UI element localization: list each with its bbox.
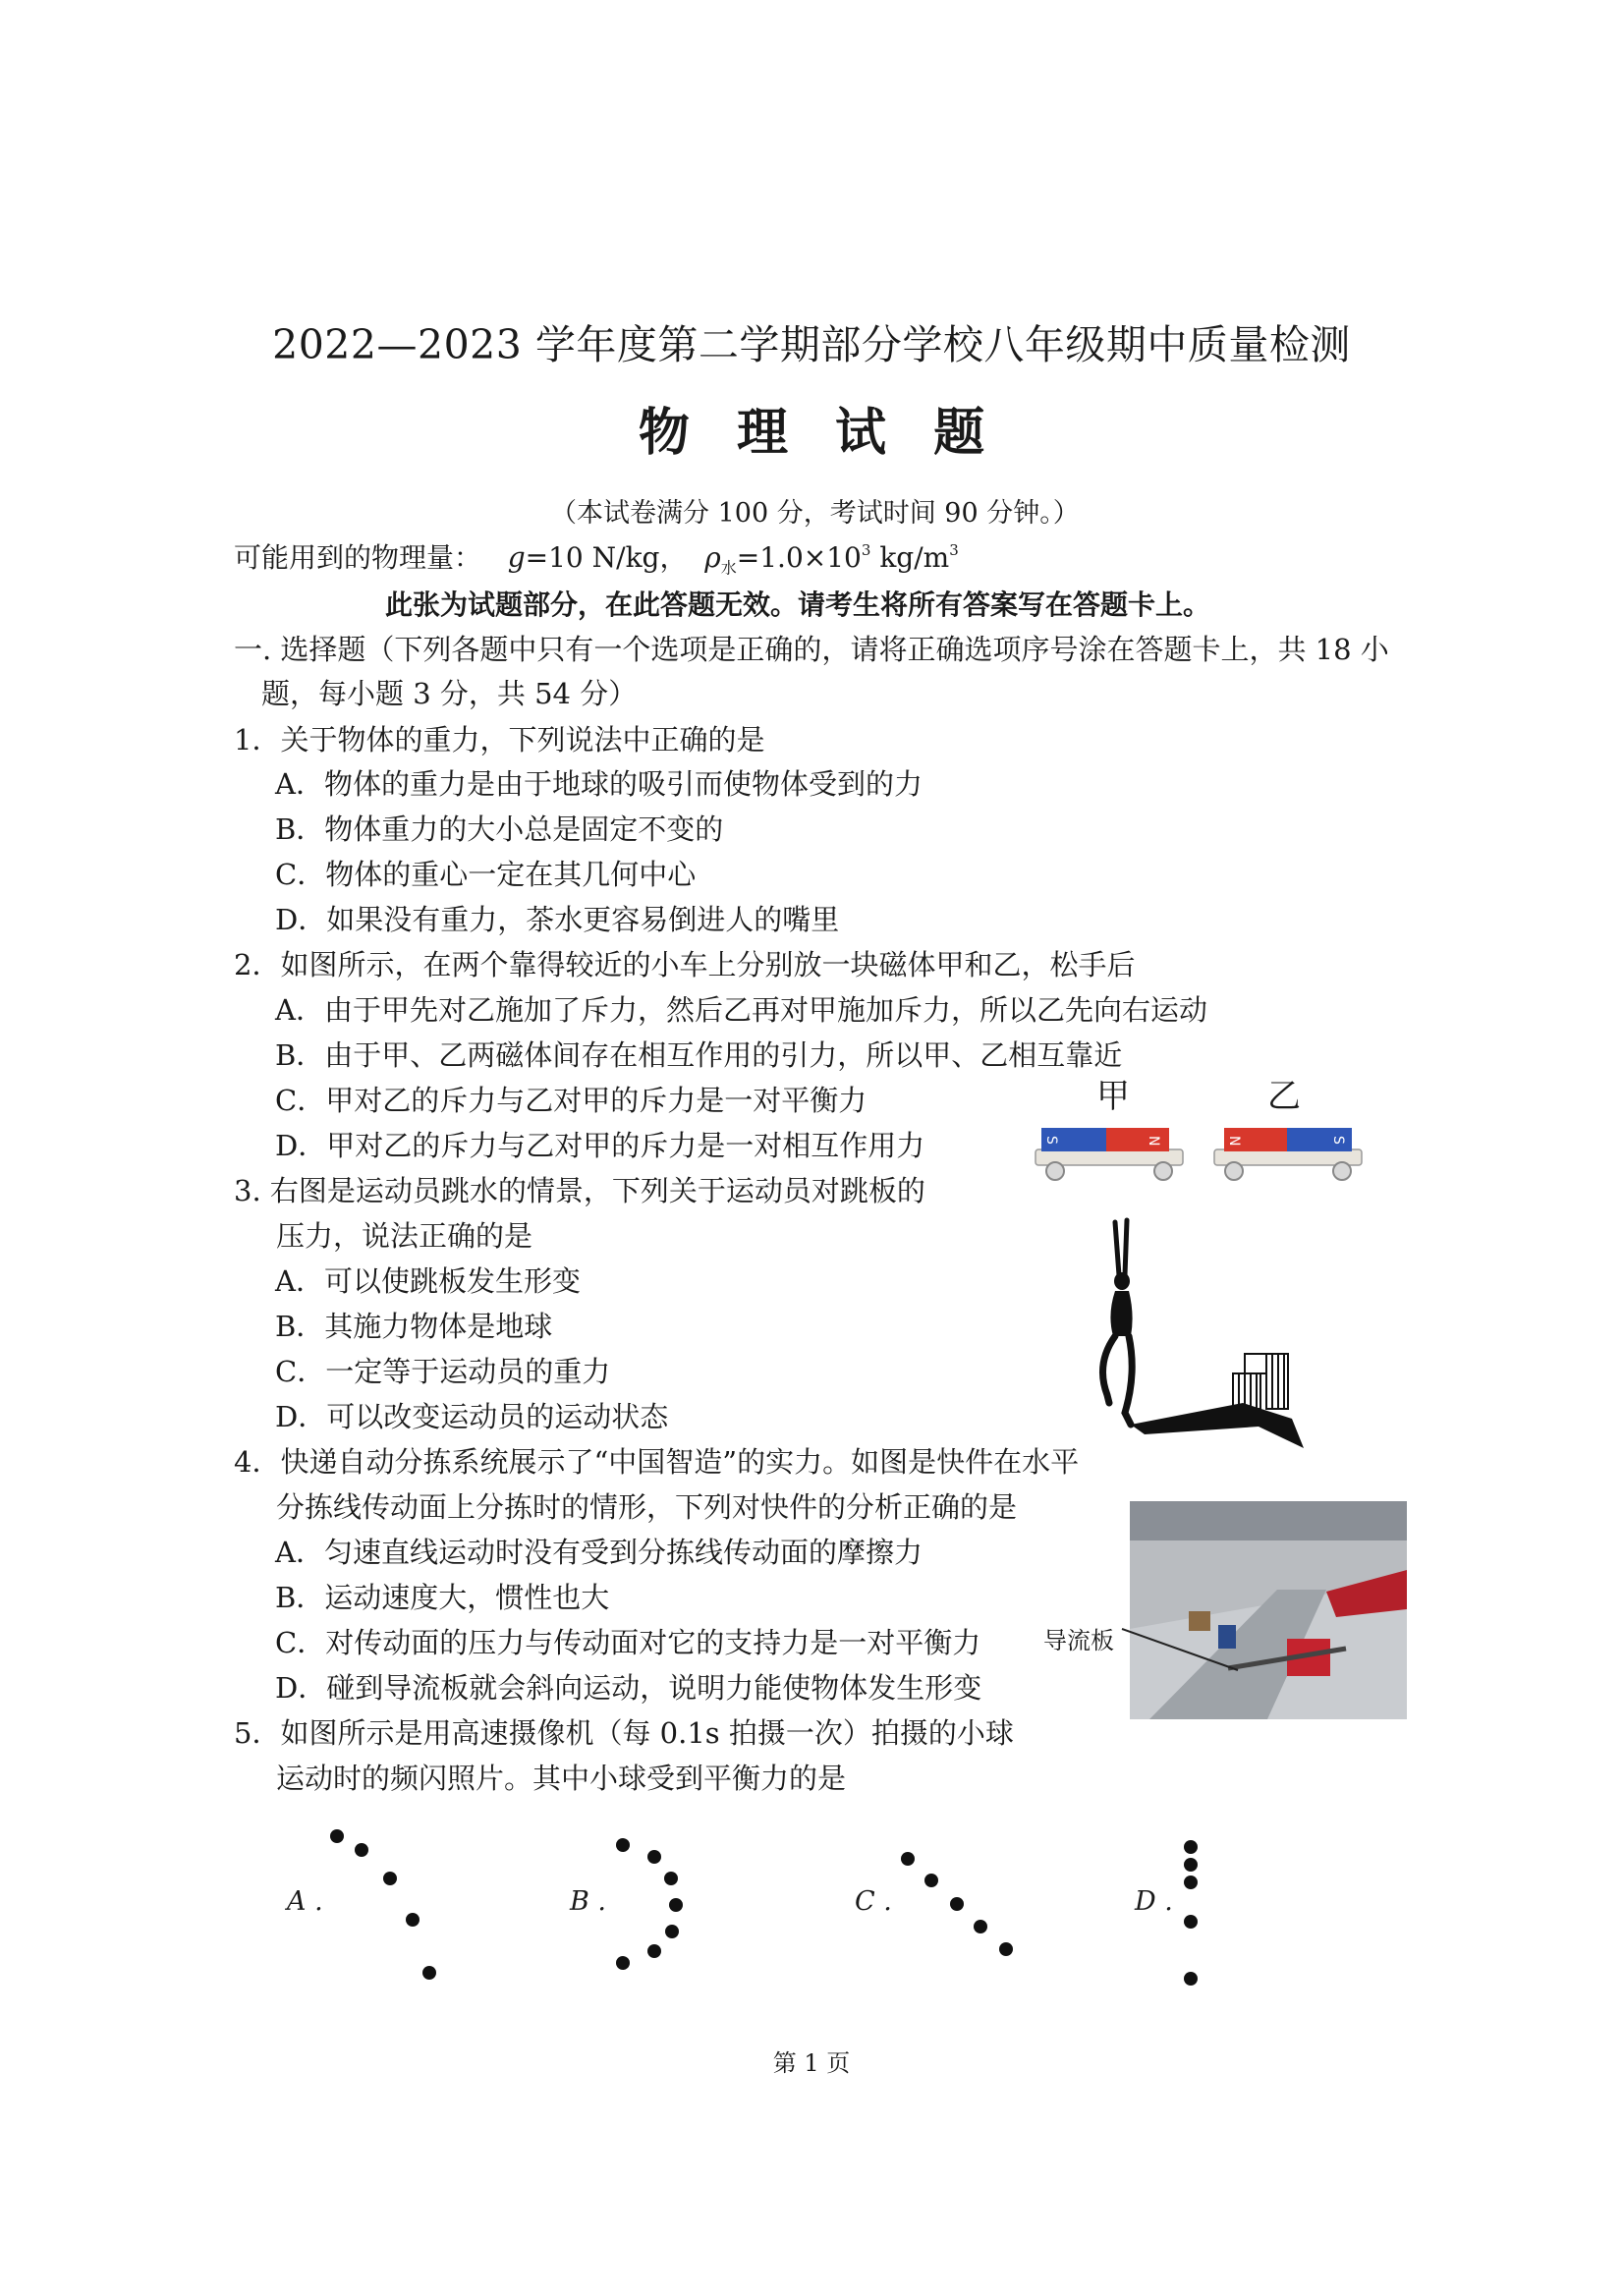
question-2-option-a: A．由于甲先对乙施加了斥力，然后乙再对甲施加斥力，所以乙先向右运动 [275,993,1207,1027]
question-1-option-b: B．物体重力的大小总是固定不变的 [275,812,724,846]
question-3-option-a: A．可以使跳板发生形变 [275,1264,581,1298]
magnet-label-yi: 乙 [1267,1077,1301,1116]
constant-g-symbol: g [507,541,526,574]
magnet-label-jia: 甲 [1096,1077,1130,1116]
question-1-option-d: D．如果没有重力，茶水更容易倒进人的嘴里 [275,903,840,936]
question-5-stem-continued: 运动时的频闪照片。其中小球受到平衡力的是 [276,1762,847,1795]
question-1-stem: 1．关于物体的重力，下列说法中正确的是 [234,723,765,756]
question-3-stem: 3. 右图是运动员跳水的情景，下列关于运动员对跳板的 [234,1174,925,1207]
magnet-yi-s-label: S [1330,1136,1346,1145]
score-time-note: （本试卷满分 100 分，考试时间 90 分钟。） [550,498,1080,529]
magnet-yi-n-label: N [1226,1136,1242,1147]
constant-rho-subscript: 水 [720,558,737,578]
section-heading-continued: 题，每小题 3 分，共 54 分） [261,677,638,710]
strobe-pattern-b [616,1838,683,1970]
constant-g-value: =10 N/kg， [525,541,688,574]
question-2-stem: 2．如图所示，在两个靠得较近的小车上分别放一块磁体甲和乙，松手后 [234,948,1136,981]
strobe-pattern-a [330,1829,436,1980]
exam-subject-title: 物 理 试 题 [638,403,985,463]
question-2-option-d: D．甲对乙的斥力与乙对甲的斥力是一对相互作用力 [275,1129,925,1162]
question-3-option-d: D．可以改变运动员的运动状态 [275,1400,669,1433]
page-number: 第 1 页 [772,2049,851,2077]
constant-rho-unit-exponent: 3 [949,541,959,559]
question-1-option-c: C．物体的重心一定在其几何中心 [275,858,697,891]
strobe-label-b: B . [570,1886,607,1917]
question-2-option-b: B．由于甲、乙两磁体间存在相互作用的引力，所以甲、乙相互靠近 [275,1038,1123,1072]
question-4-option-b: B．运动速度大，惯性也大 [275,1581,610,1614]
question-4-option-d: D．碰到导流板就会斜向运动，说明力能使物体发生形变 [275,1671,982,1705]
question-5-stem: 5．如图所示是用高速摄像机（每 0.1s 拍摄一次）拍摄的小球 [234,1716,1014,1750]
constant-rho-exponent: 3 [861,541,871,559]
magnet-jia-n-label: N [1146,1136,1161,1147]
question-2-option-c: C．甲对乙的斥力与乙对甲的斥力是一对平衡力 [275,1084,867,1117]
constant-rho-unit: kg/m [870,541,950,574]
strobe-label-a: A . [287,1886,323,1917]
constants-prefix: 可能用到的物理量： [234,541,482,574]
answer-sheet-notice: 此张为试题部分，在此答题无效。请考生将所有答案写在答题卡上。 [385,588,1211,621]
question-3-option-b: B．其施力物体是地球 [275,1310,553,1343]
question-3-option-c: C．一定等于运动员的重力 [275,1355,611,1388]
strobe-pattern-d [1184,1840,1198,1986]
strobe-label-c: C . [855,1886,892,1917]
question-4-stem: 4．快递自动分拣系统展示了“中国智造”的实力。如图是快件在水平 [234,1445,1080,1479]
section-heading: 一. 选择题（下列各题中只有一个选项是正确的，请将正确选项序号涂在答题卡上，共 18 小 [234,633,1389,666]
magnet-jia-s-label: S [1043,1136,1059,1145]
deflector-label: 导流板 [1043,1627,1114,1654]
exam-title: 2022—2023 学年度第二学期部分学校八年级期中质量检测 [272,321,1351,368]
question-1-option-a: A．物体的重力是由于地球的吸引而使物体受到的力 [275,767,923,801]
question-4-option-a: A．匀速直线运动时没有受到分拣线传动面的摩擦力 [275,1536,923,1569]
constant-rho-symbol: ρ [704,541,721,574]
question-4-option-c: C．对传动面的压力与传动面对它的支持力是一对平衡力 [275,1626,981,1659]
question-4-stem-continued: 分拣线传动面上分拣时的情形，下列对快件的分析正确的是 [276,1490,1018,1524]
strobe-label-d: D . [1135,1886,1173,1917]
constant-rho-value: =1.0×10 [736,541,862,574]
question-3-stem-continued: 压力，说法正确的是 [276,1219,533,1253]
strobe-pattern-c [901,1852,1013,1956]
